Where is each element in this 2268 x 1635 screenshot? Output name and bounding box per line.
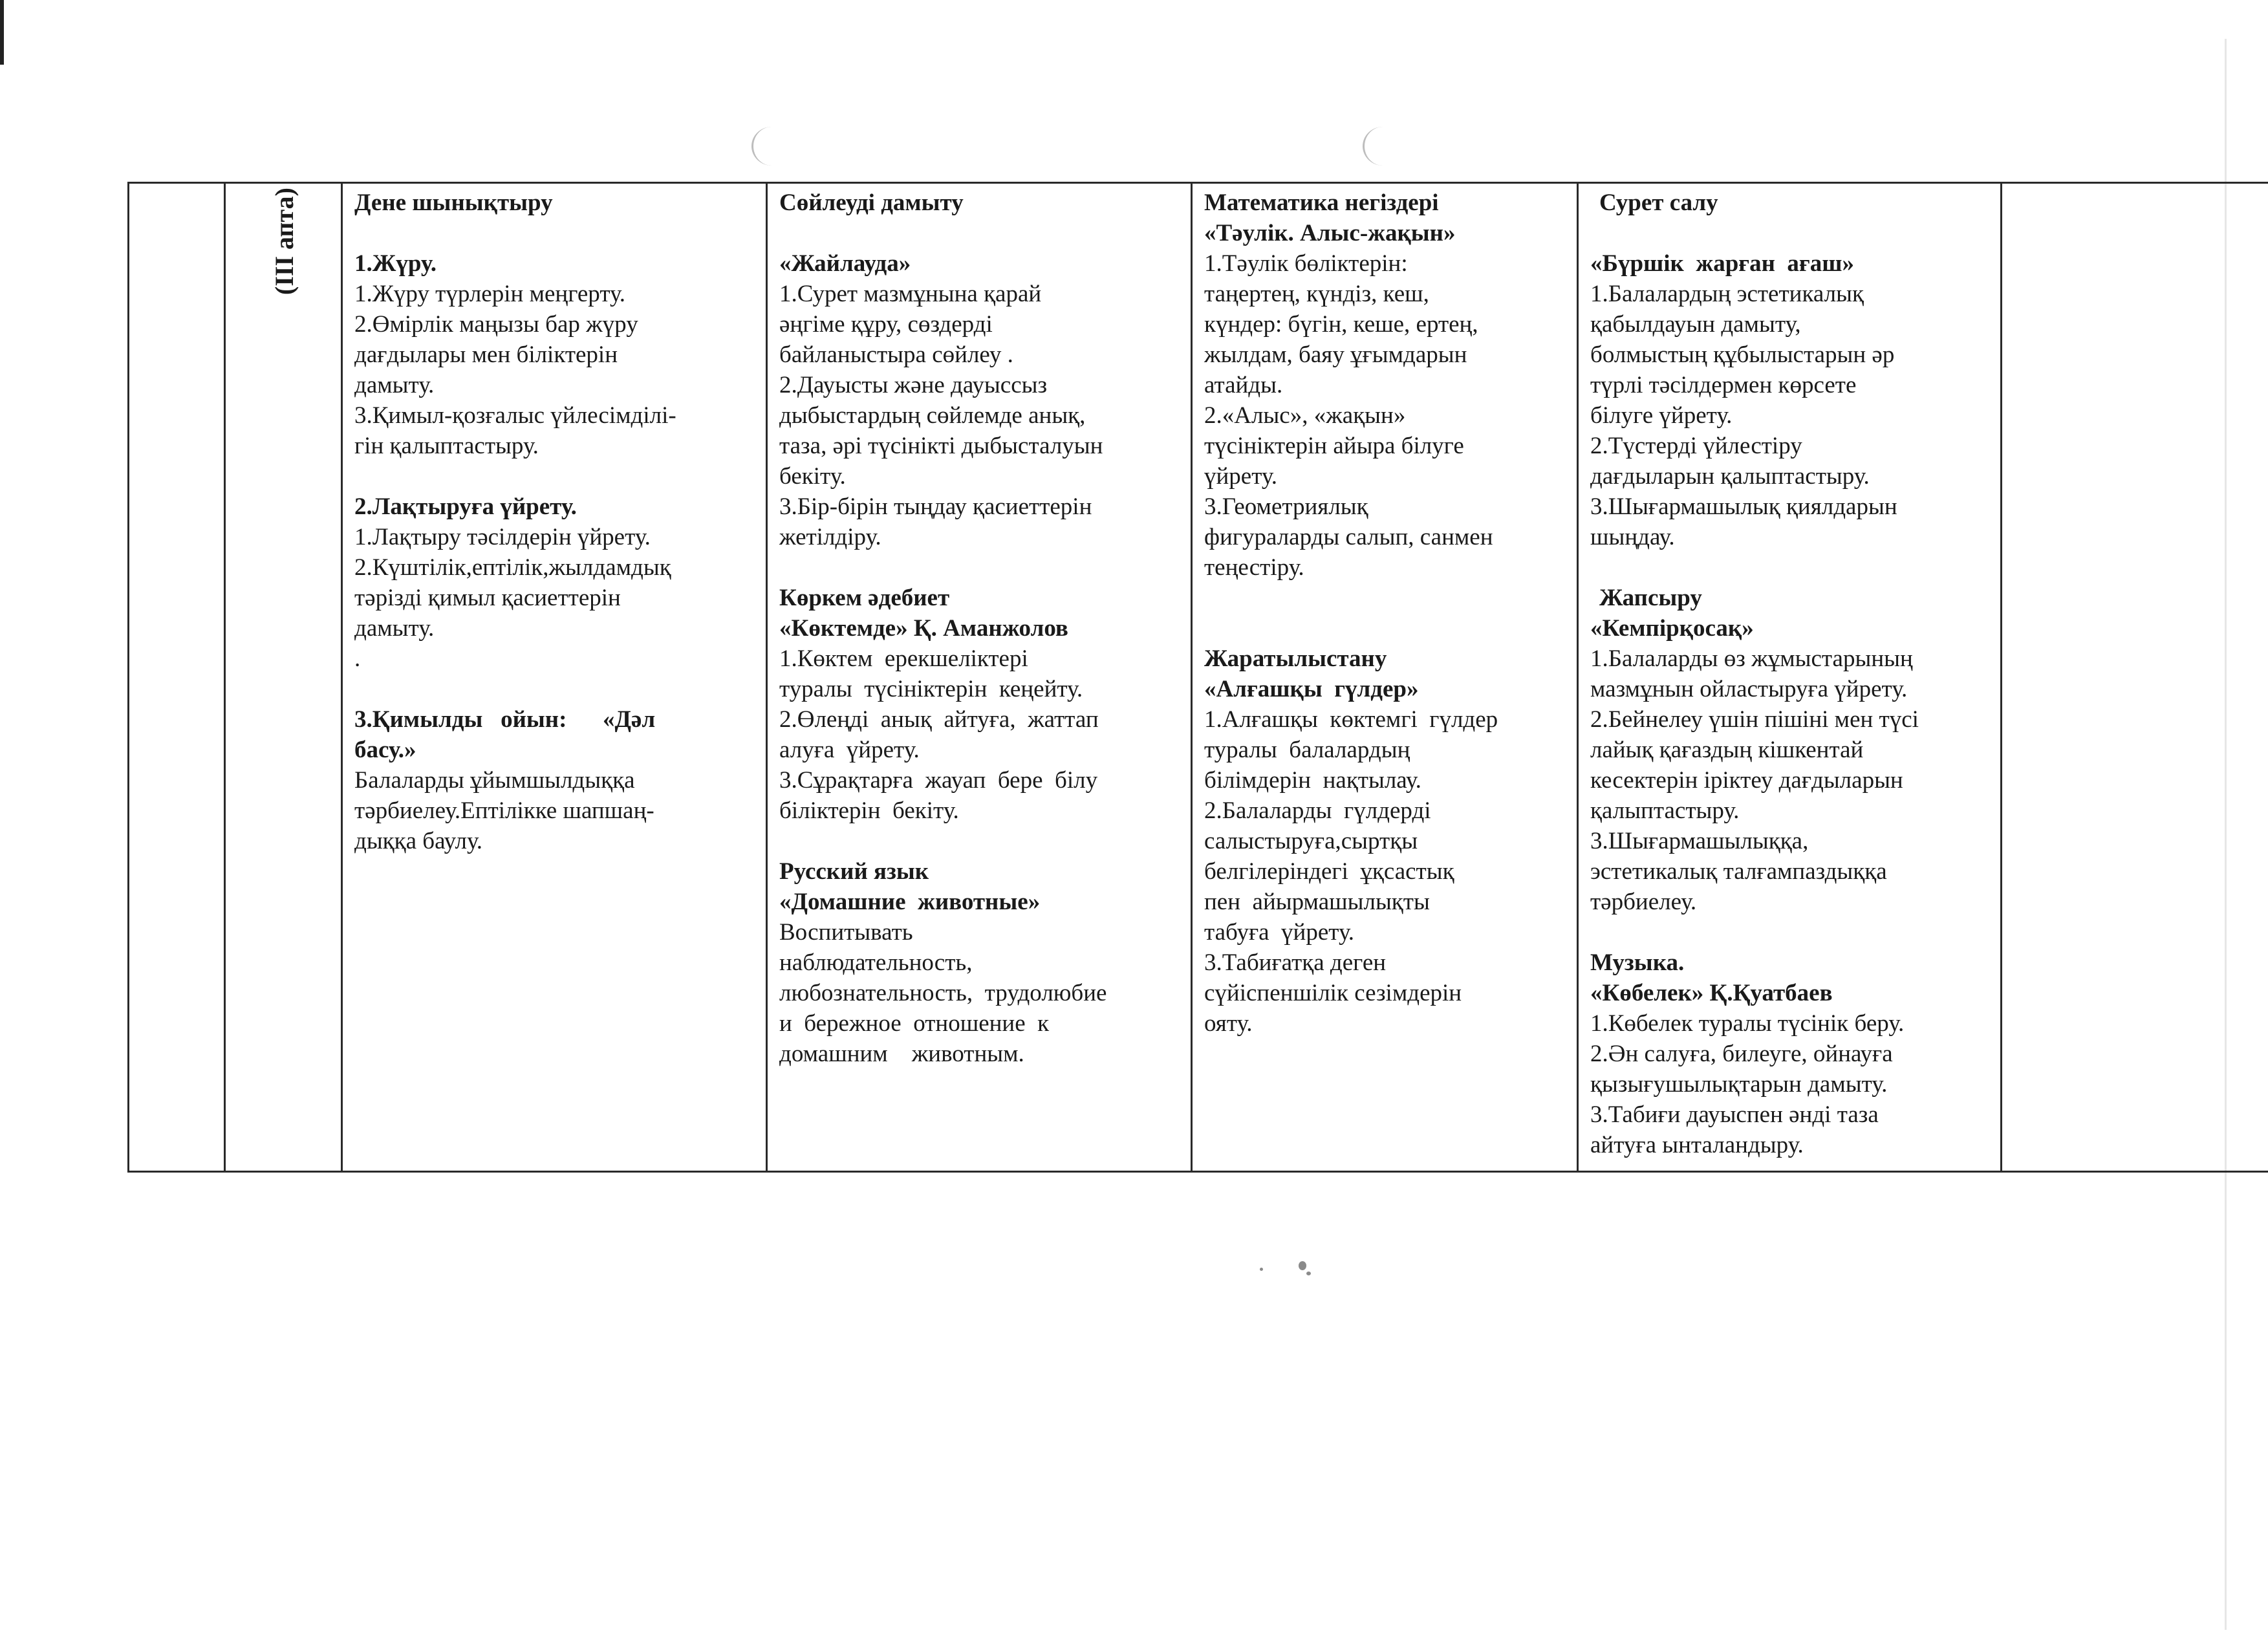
week-label: (III апта) (269, 188, 299, 295)
scan-speck (1299, 1261, 1306, 1270)
text-line: лайық қағаздың кішкентай (1590, 737, 1864, 763)
text-line: любознательность, трудолюбие (779, 980, 1107, 1006)
text-line: білімдерін нақтылау. (1204, 767, 1421, 794)
text-line: алуға үйрету. (779, 737, 920, 763)
text-line: туралы балалардың (1204, 737, 1410, 763)
text-line: 1.Көктем ерекшеліктері (779, 645, 1028, 672)
text-line: 3.Қимыл-қозғалыс үйлесімділі- (354, 402, 676, 429)
empty-notes-cell (2002, 183, 2268, 1172)
scan-speck (1306, 1272, 1311, 1275)
subject-title: Көркем әдебиет (779, 585, 950, 611)
text-line: қалыптастыру. (1590, 797, 1740, 824)
section-heading: 2.Лақтыруға үйрету. (354, 493, 577, 520)
subject-title: Жапсыру (1599, 585, 1702, 611)
text-line: эстетикалық талғампаздыққа (1590, 858, 1887, 885)
text-line: таза, әрі түсінікті дыбысталуын (779, 433, 1103, 459)
text-line: байланыстыра сөйлеу . (779, 341, 1013, 368)
week-cell (225, 183, 342, 1172)
text-line: қызығушылықтарын дамыту. (1590, 1071, 1888, 1098)
text-line: дыбыстардың сөйлемде анық, (779, 402, 1086, 429)
text-line: 1.Тәулік бөліктерін: (1204, 250, 1408, 277)
text-line: теңестіру. (1204, 554, 1304, 581)
section-heading: «Көбелек» Қ.Қуатбаев (1590, 980, 1833, 1006)
section-heading: «Домашние животные» (779, 889, 1041, 915)
section-heading: «Алғашқы гүлдер» (1204, 676, 1419, 702)
text-line: кесектерін іріктеу дағдыларын (1590, 767, 1903, 794)
text-line: 2.Дауысты және дауыссыз (779, 372, 1048, 398)
section-heading: 3.Қимылды ойын: «Дәл (354, 706, 656, 733)
text-line: 3.Табиғатқа деген (1204, 949, 1387, 976)
text-line: сүйіспеншілік сезімдерін (1204, 980, 1462, 1006)
text-line: пен айырмашылықты (1204, 889, 1430, 915)
text-line: 2.Күштілік,ептілік,жылдамдық (354, 554, 671, 581)
text-line: дамыту. (354, 372, 435, 398)
text-line: Балаларды ұйымшылдыққа (354, 767, 635, 794)
text-line: 2.Өмірлік маңызы бар жүру (354, 311, 638, 338)
text-line: 1.Сурет мазмұнына қарай (779, 281, 1042, 307)
text-line: Воспитывать (779, 919, 913, 946)
text-line: болмыстың құбылыстарын әр (1590, 341, 1895, 368)
section-heading: басу.» (354, 737, 416, 763)
text-line: 1.Балаларды өз жұмыстарының (1590, 645, 1913, 672)
empty-day-cell (129, 183, 225, 1172)
text-line: мазмұнын ойластыруға үйрету. (1590, 676, 1908, 702)
text-line: 1.Лақтыру тәсілдерін үйрету. (354, 524, 651, 550)
text-line: 2.Өлеңді анық айтуға, жаттап (779, 706, 1099, 733)
subject-title: Дене шынықтыру (354, 189, 553, 216)
text-line: тәрбиелеу. (1590, 889, 1697, 915)
text-line: белгілеріндегі ұқсастық (1204, 858, 1454, 885)
text-line: әңгіме құру, сөздерді (779, 311, 993, 338)
text-line: таңертең, күндіз, кеш, (1204, 281, 1429, 307)
text-line: 2.Бейнелеу үшін пішіні мен түсі (1590, 706, 1919, 733)
subject-title: Математика негіздері (1204, 189, 1439, 216)
text-line: 2.Түстерді үйлестіру (1590, 433, 1802, 459)
text-line: біліктерін бекіту. (779, 797, 959, 824)
text-line: туралы түсініктерін кеңейту. (779, 676, 1083, 702)
text-line: 1.Балалардың эстетикалық (1590, 281, 1864, 307)
text-line: түсініктерін айыра білуге (1204, 433, 1464, 459)
text-line: табуға үйрету. (1204, 919, 1355, 946)
text-line: білуге үйрету. (1590, 402, 1733, 429)
subject-title: Сөйлеуді дамыту (779, 189, 964, 216)
text-line: күндер: бүгін, кеше, ертең, (1204, 311, 1478, 338)
scan-speck (1260, 1268, 1263, 1271)
text-line: 1.Жүру түрлерін меңгерту. (354, 281, 626, 307)
text-line: ояту. (1204, 1010, 1253, 1037)
table-row (129, 183, 2268, 1172)
section-heading: 1.Жүру. (354, 250, 437, 277)
text-line: 3.Геометриялық (1204, 493, 1368, 520)
text-line: атайды. (1204, 372, 1283, 398)
physical-education-cell (342, 183, 767, 1172)
text-line: 3.Шығармашылық қиялдарын (1590, 493, 1897, 520)
text-line: дағдылары мен біліктерін (354, 341, 618, 368)
punch-hole-mark-left (751, 127, 792, 166)
text-line: шыңдау. (1590, 524, 1675, 550)
text-line: наблюдательность, (779, 949, 973, 976)
text-line: жылдам, баяу ұғымдарын (1204, 341, 1467, 368)
section-heading: «Кемпірқосақ» (1590, 615, 1754, 642)
scan-edge-left (0, 0, 4, 65)
text-line: 3.Табиғи дауыспен әнді таза (1590, 1101, 1879, 1128)
subject-title: Музыка. (1590, 949, 1685, 976)
text-line: жетілдіру. (779, 524, 881, 550)
text-line: тәрбиелеу.Ептілікке шапшаң- (354, 797, 654, 824)
text-line: дағдыларын қалыптастыру. (1590, 463, 1870, 490)
weekly-plan-table (127, 182, 2268, 1173)
text-line: 3.Сұрақтарға жауап бере білу (779, 767, 1098, 794)
text-line: дыққа баулу. (354, 828, 483, 854)
art-cell (1578, 183, 2002, 1172)
speech-development-cell (767, 183, 1192, 1172)
text-line: үйрету. (1204, 463, 1277, 490)
text-line: дамыту. (354, 615, 435, 642)
section-heading: «Бүршік жарған ағаш» (1590, 250, 1854, 277)
subject-title: Русский язык (779, 858, 929, 885)
subject-title: Сурет салу (1599, 189, 1718, 216)
text-line: 2.«Алыс», «жақын» (1204, 402, 1406, 429)
text-line: 3.Бір-бірін тыңдау қасиеттерін (779, 493, 1092, 520)
text-line: 1.Көбелек туралы түсінік беру. (1590, 1010, 1905, 1037)
text-line: 1.Алғашқы көктемгі гүлдер (1204, 706, 1498, 733)
text-line: 3.Шығармашылыққа, (1590, 828, 1809, 854)
text-line: гін қалыптастыру. (354, 433, 539, 459)
section-heading: «Тәулік. Алыс-жақын» (1204, 220, 1456, 246)
text-line: айтуға ынталандыру. (1590, 1132, 1804, 1158)
text-line: бекіту. (779, 463, 846, 490)
subject-title: Жаратылыстану (1204, 645, 1387, 672)
text-line: 2.Ән салуға, билеуге, ойнауға (1590, 1041, 1893, 1067)
text-line: фигураларды салып, санмен (1204, 524, 1493, 550)
section-heading: «Көктемде» Қ. Аманжолов (779, 615, 1068, 642)
text-line: 2.Балаларды гүлдерді (1204, 797, 1431, 824)
text-line: и бережное отношение к (779, 1010, 1050, 1037)
text-line: салыстыруға,сыртқы (1204, 828, 1418, 854)
section-heading: «Жайлауда» (779, 250, 911, 277)
text-line: қабылдауын дамыту, (1590, 311, 1801, 338)
math-basics-cell (1192, 183, 1578, 1172)
text-line: тәрізді қимыл қасиеттерін (354, 585, 621, 611)
text-line: . (354, 645, 361, 672)
text-line: түрлі тәсілдермен көрсете (1590, 372, 1857, 398)
punch-hole-mark-right (1363, 127, 1403, 166)
text-line: домашним животным. (779, 1041, 1024, 1067)
